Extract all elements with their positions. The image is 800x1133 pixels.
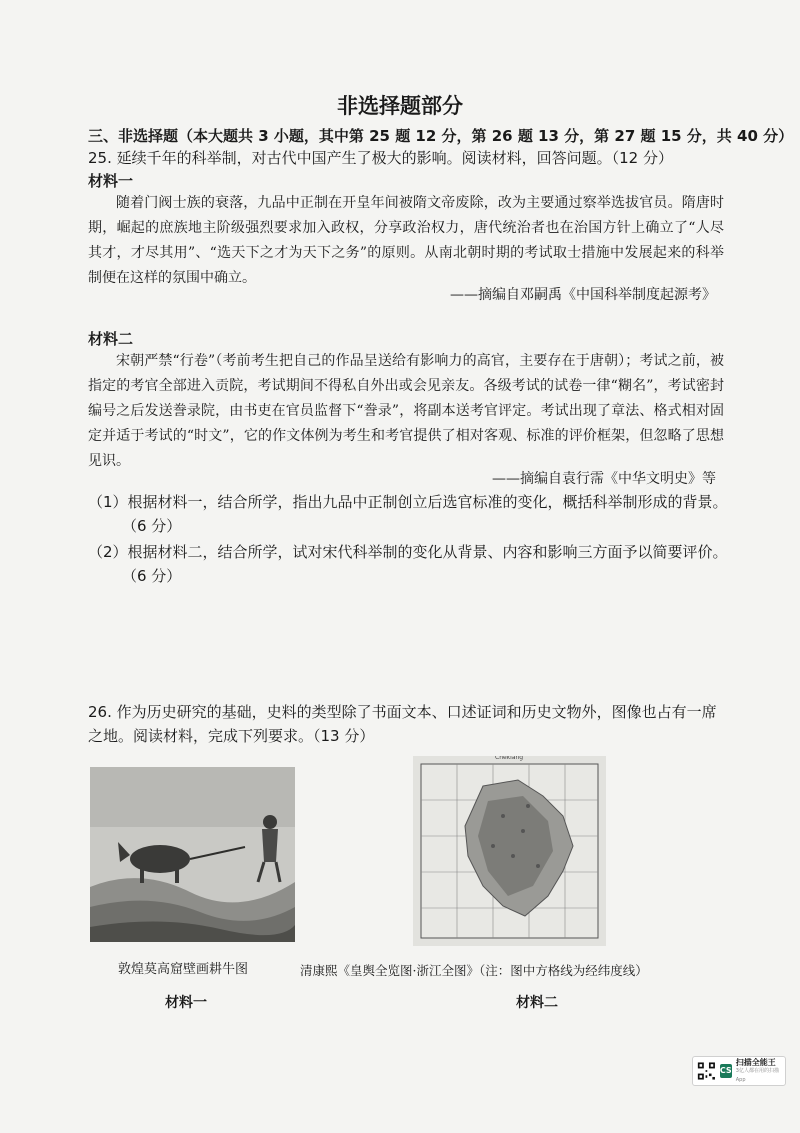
figure-1-caption: 敦煌莫高窟壁画耕牛图: [118, 962, 249, 977]
camscanner-logo-icon: CS: [720, 1064, 732, 1078]
q25-material-1-text: 随着门阀士族的衰落，九品中正制在开皇年间被隋文帝废除，改为主要通过察举选拔官员。隋唐时期，崛起的庶族地主阶级强烈要求加入政权，分享政治权力，唐代统治者也在治国方针上确立了“人尽其才，才尽其用”、“选天下之才为天下之务”的原则。从南北朝时期的考试取士措施中发展起来的科举制便在这样的氛围中确立。: [88, 195, 724, 286]
q25-subquestion-2-text: （2）根据材料二，结合所学，试对宋代科举制的变化从背景、内容和影响三方面予以简要评价。: [88, 543, 728, 561]
q25-material-1-label: 材料一: [88, 172, 134, 190]
q25-material-2-text: 宋朝严禁“行卷”（考前考生把自己的作品呈送给有影响力的高官，主要存在于唐朝）；考试之前，被指定的考官全部进入贡院，考试期间不得私自外出或会见亲友。各级考试的试卷一律“糊名”，考试密封编号之后发送誊录院，由书吏在官员监督下“誊录”，将副本送考官评定。考试出现了章法、格式相对固定并适于考试的“时文”，它的作文体例为考生和考官提供了相对客观、标准的评价框架，但忽略了思想见识。: [88, 353, 724, 469]
q25-subquestion-1-points: （6 分）: [122, 517, 182, 535]
page-title: 非选择题部分: [337, 94, 463, 118]
q25-subquestion-2-points: （6 分）: [122, 567, 182, 585]
qr-code-icon: [697, 1060, 716, 1082]
scanner-badge-text: [736, 1058, 781, 1085]
q25-subquestion-2: [88, 540, 728, 588]
scanner-watermark-badge: [692, 1056, 786, 1086]
scanner-tagline: 3亿人都在用的扫描App: [735, 1067, 779, 1083]
q25-material-2-source: ——摘编自袁行霈《中华文明史》等: [492, 471, 716, 487]
question-26-stem: 26. 作为历史研究的基础，史料的类型除了书面文本、口述证词和历史文物外，图像也占有一席之地。阅读材料，完成下列要求。（13 分）: [88, 703, 717, 745]
q25-subquestion-1: [88, 490, 728, 538]
q25-material-1-passage: [88, 191, 724, 291]
question-25-stem: 25. 延续千年的科举制，对古代中国产生了极大的影响。阅读材料，回答问题。（12 分）: [88, 149, 673, 167]
map-title: Chekiang: [495, 756, 524, 761]
figure-2-label: 材料二: [516, 995, 558, 1011]
q25-material-2-label: 材料二: [88, 330, 134, 348]
q25-subquestion-1-text: （1）根据材料一，结合所学，指出九品中正制创立后选官标准的变化，概括科举制形成的背景。: [88, 493, 728, 511]
q25-material-2-passage: [88, 349, 724, 474]
scanner-app-name: 扫描全能王: [735, 1057, 776, 1067]
figure-1-label: 材料一: [165, 995, 207, 1011]
zhejiang-map-image: [413, 756, 606, 946]
section-heading: 三、非选择题（本大题共 3 小题，其中第 25 题 12 分，第 26 题 13 分，第 27 题 15 分，共 40 分）: [88, 127, 794, 145]
figure-2-caption: 清康熙《皇舆全览图·浙江全图》（注：图中方格线为经纬度线）: [300, 963, 648, 978]
q25-material-1-source: ——摘编自邓嗣禹《中国科举制度起源考》: [450, 287, 716, 303]
dunhuang-mural-image: [90, 767, 295, 942]
